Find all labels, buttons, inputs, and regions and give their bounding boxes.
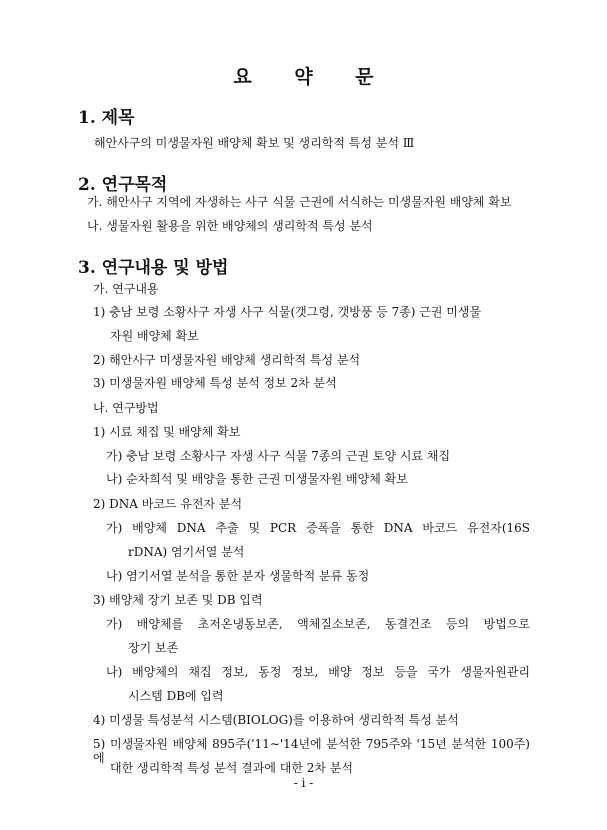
method-subitem: 나) 순차희석 및 배양을 통한 근권 미생물자원 배양체 확보 bbox=[106, 472, 408, 486]
method-subitem: 나) 배양체의 채집 정보, 동정 정보, 배양 정보 등을 국가 생물자원관리 bbox=[106, 665, 530, 679]
method-subitem: 가) 충남 보령 소황사구 자생 사구 식물 7종의 근권 토양 시료 채집 bbox=[106, 449, 451, 463]
method-subitem: 가) 배양체를 초저온냉동보존, 액체질소보존, 동결건조 등의 방법으로 bbox=[106, 617, 530, 631]
subsection-label: 나. 연구방법 bbox=[93, 401, 159, 415]
content-item: 2) 해안사구 미생물자원 배양체 생리학적 특성 분석 bbox=[93, 353, 361, 367]
section-heading-content-method: 3. 연구내용 및 방법 bbox=[78, 258, 229, 278]
method-subitem: 나) 염기서열 분석을 통한 분자 생물학적 분류 동정 bbox=[106, 569, 370, 583]
content-item-continuation: 자원 배양체 확보 bbox=[110, 329, 199, 343]
method-subitem-continuation: 장기 보존 bbox=[128, 641, 179, 655]
page-title: 요 약 문 bbox=[233, 66, 392, 88]
method-subitem: 가) 배양체 DNA 추출 및 PCR 증폭을 통한 DNA 바코드 유전자(16S bbox=[106, 521, 530, 535]
method-subitem-continuation: rDNA) 염기서열 분석 bbox=[128, 545, 245, 559]
content-item: 1) 충남 보령 소황사구 자생 사구 식물(갯그령, 갯방풍 등 7종) 근권 미생물 bbox=[93, 305, 482, 319]
method-item: 2) DNA 바코드 유전자 분석 bbox=[93, 497, 243, 511]
purpose-item: 가. 해안사구 지역에 자생하는 사구 식물 근권에 서식하는 미생물자원 배양체 확보 bbox=[87, 195, 512, 209]
content-item: 3) 미생물자원 배양체 특성 분석 정보 2차 분석 bbox=[93, 376, 337, 390]
method-subitem-continuation: 시스템 DB에 입력 bbox=[128, 689, 224, 703]
method-item: 1) 시료 채집 및 배양체 확보 bbox=[93, 425, 241, 439]
method-item: 5) 미생물자원 배양체 895주('11∼'14년에 분석한 795주와 '15년 분석한 100주)에 bbox=[93, 737, 530, 765]
method-item: 3) 배양체 장기 보존 및 DB 입력 bbox=[93, 593, 263, 607]
section-heading-title: 1. 제목 bbox=[78, 108, 135, 128]
section-heading-purpose: 2. 연구목적 bbox=[78, 175, 168, 195]
method-item: 4) 미생물 특성분석 시스템(BIOLOG)를 이용하여 생리학적 특성 분석 bbox=[93, 713, 459, 727]
method-item-continuation: 대한 생리학적 특성 분석 결과에 대한 2차 분석 bbox=[110, 761, 353, 775]
purpose-item: 나. 생물자원 활용을 위한 배양체의 생리학적 특성 분석 bbox=[87, 219, 373, 233]
page-number: - i - bbox=[293, 776, 314, 790]
subsection-label: 가. 연구내용 bbox=[93, 282, 159, 296]
section-title-text: 해안사구의 미생물자원 배양체 확보 및 생리학적 특성 분석 Ⅲ bbox=[94, 136, 415, 150]
